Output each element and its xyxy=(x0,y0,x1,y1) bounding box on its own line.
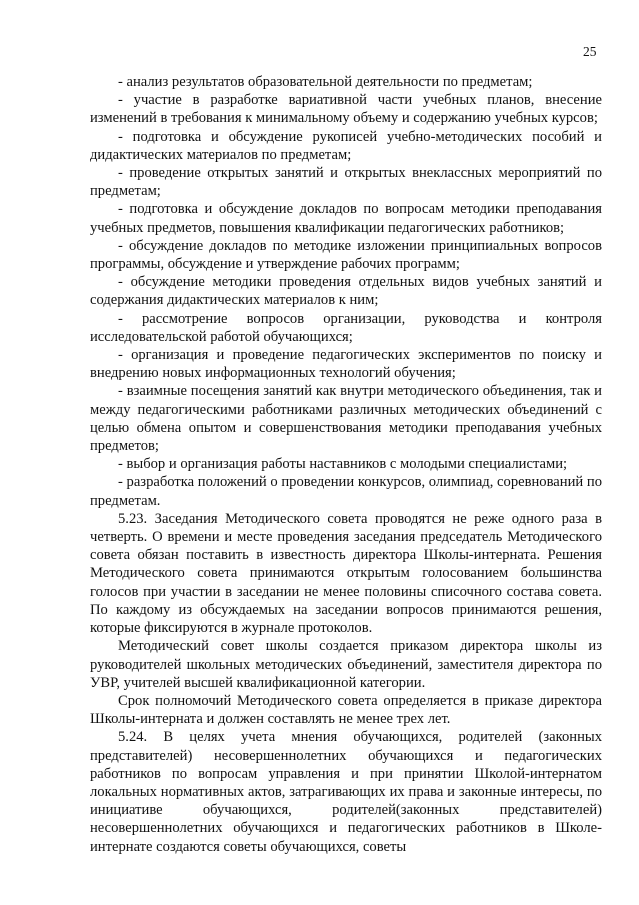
paragraph-16: 5.24. В целях учета мнения обучающихся, родителей (законных представителей) несовершеннолетних обучающихся и педагогических работников по вопросам управления и при принятии Школой-интернатом локальных нормативных актов, затрагивающих их права и законные интересы, по инициативе обучающихся, родителей(законных представителей) несовершеннолетних обучающихся и педагогических работников в Школе-интернате создаются советы обучающихся, советы xyxy=(90,729,602,855)
paragraph-12: - разработка положений о проведении конкурсов, олимпиад, соревнований по предметам. xyxy=(90,474,602,509)
paragraph-14: Методический совет школы создается приказом директора школы из руководителей школьных методических объединений, заместителя директора по УВР, учителей высшей квалификационной категории. xyxy=(90,638,602,691)
paragraph-15: Срок полномочий Методического совета определяется в приказе директора Школы-интерната и должен составлять не менее трех лет. xyxy=(90,692,602,728)
paragraph-13: 5.23. Заседания Методического совета проводятся не реже одного раза в четверть. О времени и месте проведения заседания председатель Методического совета обязан поставить в известность директора Школы-интерната. Решения Методического совета принимаются открытым голосованием большинства голосов при участии в заседании не менее половины списочного состава совета. По каждому из обсуждаемых на заседании вопросов принимаются решения, которые фиксируются в журнале протоколов. xyxy=(90,510,602,637)
paragraph-1: - анализ результатов образовательной деятельности по предметам; xyxy=(118,74,533,90)
paragraph-4: - проведение открытых занятий и открытых внеклассных мероприятий по предметам; xyxy=(90,165,602,200)
page-number: 25 xyxy=(583,44,597,59)
paragraph-6: - обсуждение докладов по методике изложении принципиальных вопросов программы, обсуждение и утверждение рабочих программ; xyxy=(90,237,602,273)
paragraph-8: - рассмотрение вопросов организации, руководства и контроля исследовательской работой обучающихся; xyxy=(90,310,602,345)
document-body xyxy=(90,73,602,856)
paragraph-7: - обсуждение методики проведения отдельных видов учебных занятий и содержания дидактических материалов к ним; xyxy=(90,274,602,309)
paragraph-10: - взаимные посещения занятий как внутри методического объединения, так и между педагогическими работниками различных методических объединений с целью обмена опытом и совершенствования методики преподавания учебных предметов; xyxy=(90,383,602,455)
paragraph-2: - участие в разработке вариативной части учебных планов, внесение изменений в требования к минимальному объему и содержанию учебных курсов; xyxy=(90,92,602,127)
paragraph-9: - организация и проведение педагогических экспериментов по поиску и внедрению новых информационных технологий обучения; xyxy=(90,347,602,382)
paragraph-3: - подготовка и обсуждение рукописей учебно-методических пособий и дидактических материалов по предметам; xyxy=(90,128,602,163)
paragraph-5: - подготовка и обсуждение докладов по вопросам методики преподавания учебных предметов, повышения квалификации педагогических работников; xyxy=(90,201,602,236)
paragraph-11: - выбор и организация работы наставников с молодыми специалистами; xyxy=(118,456,568,473)
